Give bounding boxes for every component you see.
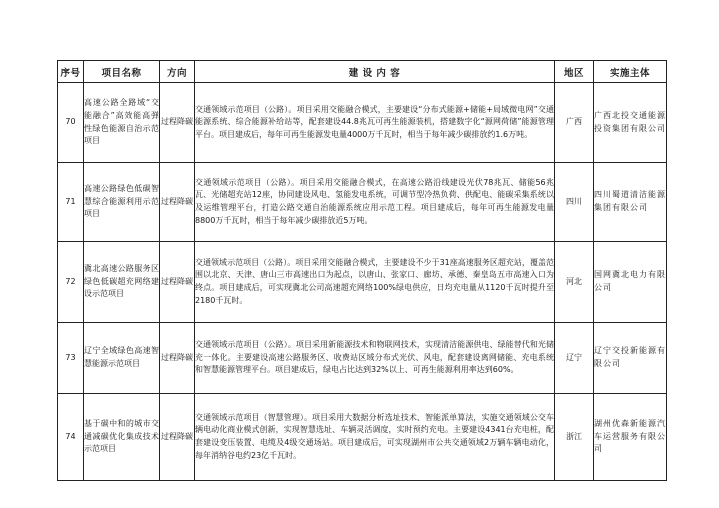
row-region: 辽宁 xyxy=(555,323,594,394)
header-entity: 实施主体 xyxy=(594,61,667,83)
row-entity: 四川蜀道清洁能源集团有限公司 xyxy=(594,163,667,242)
row-content: 交通领域示范项目（公路）。项目采用交能融合模式，主要建设不少于31座高速服务区超充站，覆盖范围以北京、天津、唐山三市高速出口为起点，以唐山、张家口、廊坊、承德、秦皇岛五市高速入口为终点。项目建成后，可实现冀北公司高速超充网络100%绿电供应，日均充电量从1120千瓦时提升至2180千瓦时。 xyxy=(195,242,555,323)
row-direction: 过程降碳 xyxy=(160,323,195,394)
row-content: 交通领域示范项目（公路）。项目采用新能源技术和物联网技术，实现清洁能源供电、绿能替代和光储充一体化。主要建设高速公路服务区、收费站区域分布式光伏、风电，配套建设离网储能、充电系统和智慧能源管理平台。项目建成后，绿电占比达到32%以上、可再生能源利用率达到60%。 xyxy=(195,323,555,394)
row-name: 基于碳中和的城市交通减碳优化集成技术示范项目 xyxy=(84,394,160,481)
row-no: 71 xyxy=(58,163,84,242)
row-content: 交通领域示范项目（公路）。项目采用交能融合模式，主要建设“分布式能源+储能+局域微电网”交通能源系统、综合能源补给站等，配套建设44.8兆瓦可再生能源装机，搭建数字化“源网荷储”能源管理平台。项目建成后，每年可再生能源发电量4000万千瓦时，相当于每年减少碳排放约1.6万吨。 xyxy=(195,83,555,163)
project-table xyxy=(57,60,667,481)
row-name: 冀北高速公路服务区绿色低碳超充网络建设示范项目 xyxy=(84,242,160,323)
row-region: 四川 xyxy=(555,163,594,242)
row-no: 73 xyxy=(58,323,84,394)
row-entity: 辽宁交投新能源有限公司 xyxy=(594,323,667,394)
table-row xyxy=(58,394,667,481)
table-header-row xyxy=(58,61,667,83)
row-no: 70 xyxy=(58,83,84,163)
row-name: 高速公路全路域“交能融合”高效能高弹性绿色能源自治示范项目 xyxy=(84,83,160,163)
row-no: 74 xyxy=(58,394,84,481)
table-row xyxy=(58,242,667,323)
row-content: 交通领域示范项目（智慧管理）。项目采用大数据分析选址技术、智能派单算法，实施交通领域公交车辆电动化商业模式创新，实现智慧选址、车辆灵活调度，实时预约充电。主要建设4341台充电桩，配套建设变压装置、电缆及4级交通场站。项目建成后，可实现湖州市公共交通领域2万辆车辆电动化，每年消纳谷电约23亿千瓦时。 xyxy=(195,394,555,481)
row-direction: 过程降碳 xyxy=(160,242,195,323)
row-no: 72 xyxy=(58,242,84,323)
row-entity: 湖州优森新能源汽车运营服务有限公司 xyxy=(594,394,667,481)
row-entity: 广西北投交通能源投资集团有限公司 xyxy=(594,83,667,163)
row-direction: 过程降碳 xyxy=(160,394,195,481)
header-content: 建 设 内 容 xyxy=(195,61,555,83)
header-no: 序号 xyxy=(58,61,84,83)
header-name: 项目名称 xyxy=(84,61,160,83)
row-region: 广西 xyxy=(555,83,594,163)
row-region: 河北 xyxy=(555,242,594,323)
row-region: 浙江 xyxy=(555,394,594,481)
header-region: 地区 xyxy=(555,61,594,83)
row-name: 高速公路绿色低碳智慧综合能源利用示范项目 xyxy=(84,163,160,242)
header-direction: 方向 xyxy=(160,61,195,83)
table-row xyxy=(58,83,667,163)
table-row xyxy=(58,163,667,242)
row-content: 交通领域示范项目（公路）。项目采用交能融合模式，在高速公路沿线建设光伏78兆瓦、储能56兆瓦、光储超充站12座，协同建设风电、氢能发电系统，可调节型冷热负荷、供配电、能碳采集系统以及运维管理平台，打造公路交通自治能源系统应用示范工程。项目建成后，每年可再生能源发电量8800万千瓦时，相当于每年减少碳排放近5万吨。 xyxy=(195,163,555,242)
row-direction: 过程降碳 xyxy=(160,83,195,163)
table-row xyxy=(58,323,667,394)
row-name: 辽宁全域绿色高速智慧能源示范项目 xyxy=(84,323,160,394)
row-entity: 国网冀北电力有限公司 xyxy=(594,242,667,323)
row-direction: 过程降碳 xyxy=(160,163,195,242)
